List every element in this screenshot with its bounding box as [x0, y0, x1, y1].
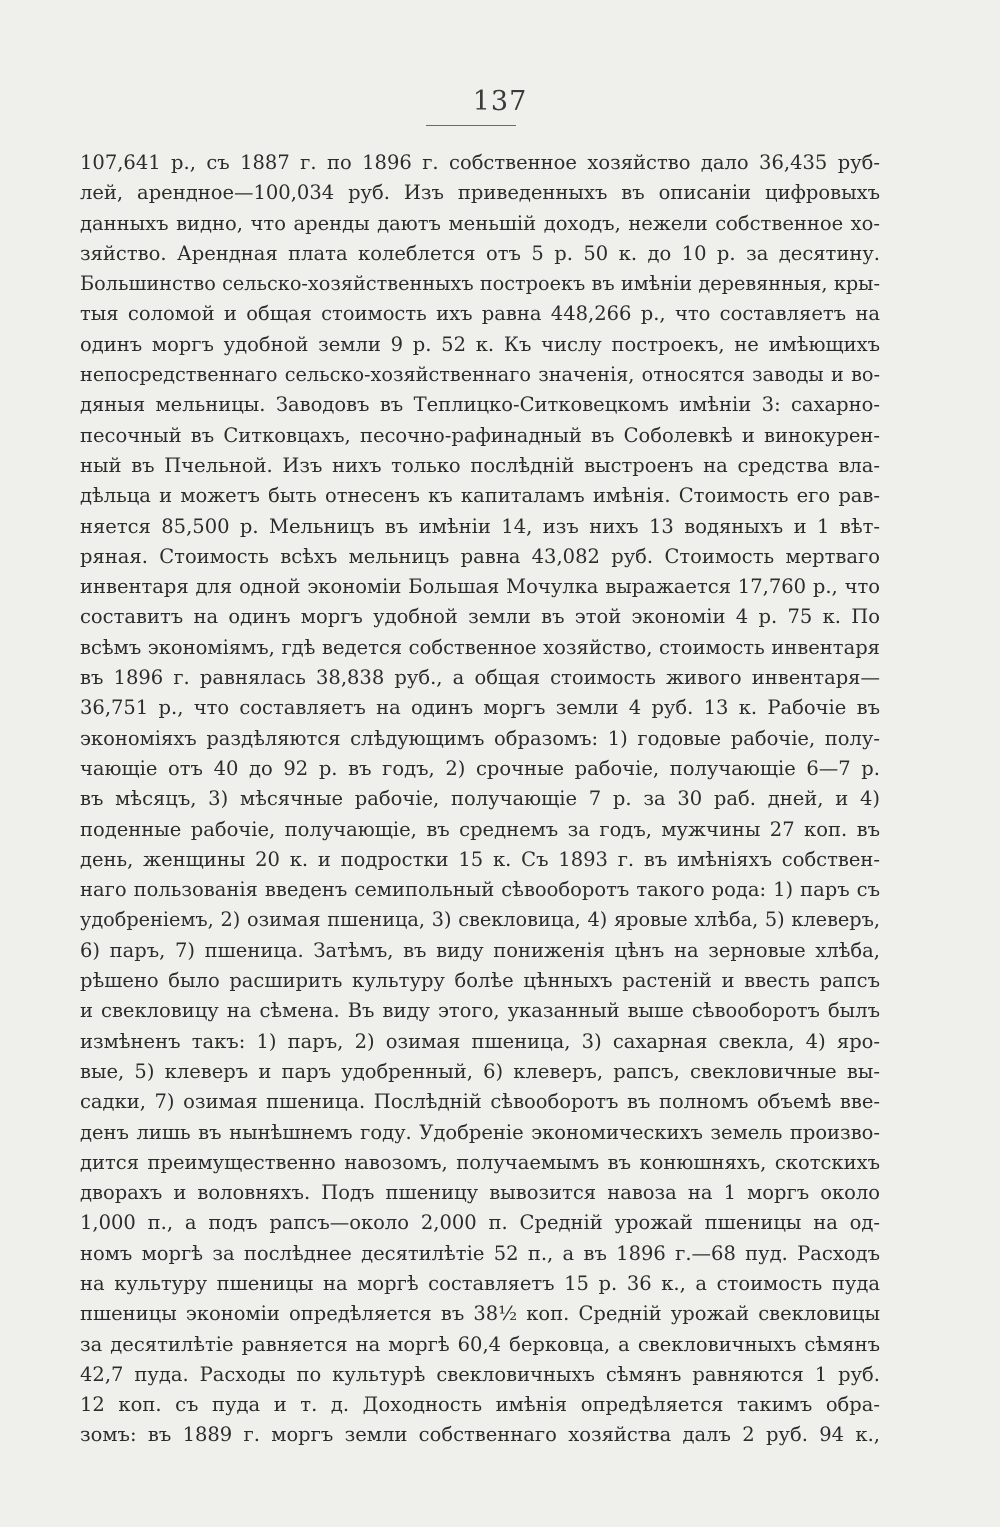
text-line: Большинство сельско-хозяйственныхъ построекъ въ имѣнiи деревянныя, кры- [80, 272, 880, 296]
text-line: удобренiемъ, 2) озимая пшеница, 3) свекловица, 4) яровые хлѣба, 5) клеверъ, [80, 908, 880, 932]
text-line: составитъ на одинъ моргъ удобной земли въ этой экономiи 4 р. 75 к. По [80, 605, 880, 629]
text-line: 36,751 р., что составляетъ на одинъ моргъ земли 4 руб. 13 к. Рабочiе въ [80, 696, 880, 720]
text-line: номъ моргѣ за послѣднее десятилѣтiе 52 п., а въ 1896 г.—68 пуд. Расходъ [80, 1241, 880, 1265]
text-line: въ мѣсяцъ, 3) мѣсячные рабочiе, получающiе 7 р. за 30 раб. дней, и 4) [80, 787, 880, 811]
text-line: экономiяхъ раздѣляются слѣдующимъ образомъ: 1) годовые рабочiе, полу- [80, 726, 880, 750]
page-number: 137 [472, 86, 528, 117]
text-line: зомъ: въ 1889 г. моргъ земли собственнаго хозяйства далъ 2 руб. 94 к., [80, 1423, 880, 1447]
text-line: день, женщины 20 к. и подростки 15 к. Съ 1893 г. въ имѣнiяхъ собствен- [80, 847, 880, 871]
text-line: лей, арендное—100,034 руб. Изъ приведенныхъ въ описанiи цифровыхъ [80, 181, 880, 205]
text-line: наго пользованiя введенъ семипольный сѣвооборотъ такого рода: 1) паръ съ [80, 878, 880, 902]
text-line: инвентаря для одной экономiи Большая Мочулка выражается 17,760 р., что [80, 575, 880, 599]
text-line: на культуру пшеницы на моргѣ составляетъ 15 р. 36 к., а стоимость пуда [80, 1271, 880, 1295]
text-line: 6) паръ, 7) пшеница. Затѣмъ, въ виду пониженiя цѣнъ на зерновые хлѣба, [80, 938, 880, 962]
text-line: песочный въ Ситковцахъ, песочно-рафинадный въ Соболевкѣ и винокурен- [80, 423, 880, 447]
text-line: зяйство. Арендная плата колеблется отъ 5 р. 50 к. до 10 р. за десятину. [80, 241, 880, 265]
text-line: въ 1896 г. равнялась 38,838 руб., а общая стоимость живого инвентаря— [80, 666, 880, 690]
text-line: одинъ моргъ удобной земли 9 р. 52 к. Къ числу построекъ, не имѣющихъ [80, 332, 880, 356]
text-line: ряная. Стоимость всѣхъ мельницъ равна 43,082 руб. Стоимость мертваго [80, 544, 880, 568]
text-line: всѣмъ экономiямъ, гдѣ ведется собственное хозяйство, стоимость инвентаря [80, 635, 880, 659]
text-line: данныхъ видно, что аренды даютъ меньшiй доходъ, нежели собственное хо- [80, 211, 880, 235]
text-line: и свекловицу на сѣмена. Въ виду этого, указанный выше сѣвооборотъ былъ [80, 999, 880, 1023]
text-line: 12 коп. съ пуда и т. д. Доходность имѣнiя опредѣляется такимъ обра- [80, 1393, 880, 1417]
text-line: 42,7 пуда. Расходы по культурѣ свекловичныхъ сѣмянъ равняются 1 руб. [80, 1362, 880, 1386]
header-rule [426, 125, 516, 126]
text-line: няется 85,500 р. Мельницъ въ имѣнiи 14, изъ нихъ 13 водяныхъ и 1 вѣт- [80, 514, 880, 538]
text-line: пшеницы экономiи опредѣляется въ 38½ коп. Среднiй урожай свекловицы [80, 1302, 880, 1326]
text-line: ный въ Пчельной. Изъ нихъ только послѣднiй выстроенъ на средства вла- [80, 453, 880, 477]
text-line: 107,641 р., съ 1887 г. по 1896 г. собственное хозяйство дало 36,435 руб- [80, 151, 880, 174]
text-line: дворахъ и воловняхъ. Подъ пшеницу вывозится навоза на 1 моргъ около [80, 1181, 880, 1205]
text-line: вые, 5) клеверъ и паръ удобренный, 6) клеверъ, рапсъ, свекловичные вы- [80, 1059, 880, 1083]
text-line: чающiе отъ 40 до 92 р. въ годъ, 2) срочные рабочiе, получающiе 6—7 р. [80, 756, 880, 780]
text-line: садки, 7) озимая пшеница. Послѣднiй сѣвооборотъ въ полномъ объемѣ вве- [80, 1090, 880, 1114]
body-text [80, 148, 880, 1451]
text-line: поденные рабочiе, получающiе, въ среднемъ за годъ, мужчины 27 коп. въ [80, 817, 880, 841]
text-line: денъ лишь въ нынѣшнемъ году. Удобренiе экономическихъ земель произво- [80, 1120, 880, 1144]
text-line: измѣненъ такъ: 1) паръ, 2) озимая пшеница, 3) сахарная свекла, 4) яро- [80, 1029, 880, 1053]
text-line: за десятилѣтiе равняется на моргѣ 60,4 берковца, а свекловичныхъ сѣмянъ [80, 1332, 880, 1356]
text-line: дится преимущественно навозомъ, получаемымъ въ конюшняхъ, скотскихъ [80, 1150, 880, 1174]
text-line: тыя соломой и общая стоимость ихъ равна 448,266 р., что составляетъ на [80, 302, 880, 326]
text-line: непосредственнаго сельско-хозяйственнаго значенiя, относятся заводы и во- [80, 363, 880, 387]
text-line: 1,000 п., а подъ рапсъ—около 2,000 п. Среднiй урожай пшеницы на од- [80, 1211, 880, 1235]
text-line: рѣшено было расширить культуру болѣе цѣнныхъ растенiй и ввесть рапсъ [80, 969, 880, 993]
text-line: дяныя мельницы. Заводовъ въ Теплицко-Ситковецкомъ имѣнiи 3: сахарно- [80, 393, 880, 417]
text-line: дѣльца и можетъ быть отнесенъ къ капиталамъ имѣнiя. Стоимость его рав- [80, 484, 880, 508]
